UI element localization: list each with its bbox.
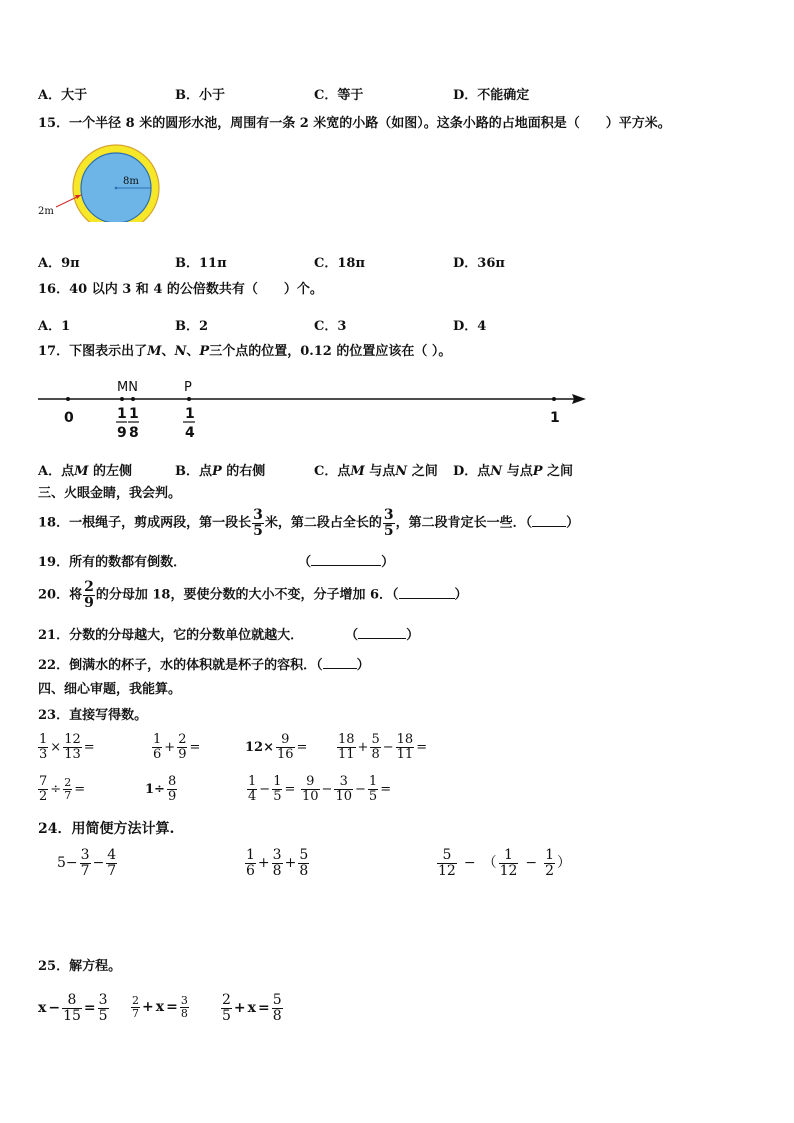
section3-title: 三、火眼金睛，我会判。 (38, 486, 182, 501)
q17-option-d[interactable]: D．点N 与点P 之间 (453, 464, 574, 479)
q19-text: 19．所有的数都有倒数． （ ） (38, 555, 395, 570)
width-label: 2m (38, 206, 54, 217)
point-p (187, 397, 191, 401)
q23-item-5: $\frac{7}{2}$ ÷ $\frac{2}{7}$ = (39, 774, 86, 804)
q15-option-b[interactable]: B．11π (175, 256, 227, 271)
q24-item-2: $\frac{1}{6}$ + $\frac{3}{8}$ + $\frac{5}{8}$ (246, 847, 309, 879)
q21-blank[interactable] (358, 626, 406, 639)
q17-option-a[interactable]: A．点M 的左侧 (38, 464, 133, 479)
q16-option-b[interactable]: B．2 (175, 319, 209, 334)
q25-item-3: $\frac{2}{5}$ + x = $\frac{5}{8}$ (222, 992, 282, 1024)
label-n-num: 1 (129, 406, 139, 422)
label-m-den: 9 (117, 425, 127, 441)
q18-blank[interactable] (532, 514, 566, 527)
q23-item-7: $\frac{1}{4}$ − $\frac{1}{5}$ = (248, 774, 296, 804)
point-1 (552, 397, 556, 401)
q22-text: 22．倒满水的杯子，水的体积就是杯子的容积．（ ） (38, 658, 370, 673)
q17-option-b[interactable]: B．点P 的右侧 (175, 464, 266, 479)
q23-item-1: $\frac{1}{3}$ × $\frac{12}{13}$ = (39, 732, 95, 762)
q15-option-d[interactable]: D．36π (453, 256, 505, 271)
label-p: P (184, 380, 192, 395)
point-n (131, 397, 135, 401)
q24-item-1: 5− $\frac{3}{7}$ − $\frac{4}{7}$ (57, 847, 117, 879)
q16-option-a[interactable]: A．1 (38, 319, 71, 334)
radius-label: 8m (123, 176, 139, 187)
label-p-den: 4 (185, 425, 195, 441)
section4-title: 四、细心审题，我能算。 (38, 682, 182, 697)
q20-blank[interactable] (399, 586, 455, 599)
number-line (36, 372, 596, 452)
label-n-den: 8 (129, 425, 139, 441)
q14-option-c[interactable]: C．等于 (314, 88, 364, 103)
q16-option-c[interactable]: C．3 (314, 319, 347, 334)
label-zero: 0 (64, 410, 74, 426)
q21-text: 21．分数的分母越大，它的分数单位就越大． （ ） (38, 628, 420, 643)
q14-option-a[interactable]: A．大于 (38, 88, 88, 103)
label-one: 1 (550, 410, 560, 426)
q25-item-2: $\frac{2}{7}$ + x = $\frac{3}{8}$ (132, 994, 188, 1020)
point-0 (66, 397, 70, 401)
q25-item-1: x − $\frac{8}{15}$ = $\frac{3}{5}$ (38, 992, 108, 1024)
q24-title: 24．用简便方法计算. (38, 821, 175, 837)
q17-text: 17．下图表示出了M、N、P三个点的位置，0.12 的位置应该在（ ）。 (38, 344, 452, 359)
q23-item-3: 12× $\frac{9}{16}$ = (245, 732, 308, 762)
q15-figure (36, 140, 166, 222)
label-p-num: 1 (185, 406, 195, 422)
q23-item-8: $\frac{9}{10}$ − $\frac{3}{10}$ − $\frac{1}{5}$ = (302, 774, 392, 804)
point-m (120, 397, 124, 401)
q18-text: 18．一根绳子，剪成两段，第一段长 $\frac{3}{5}$ 米，第二段占全长的 $\frac{3}{5}$ ，第二段肯定长一些．（ ） (38, 507, 580, 539)
q19-blank[interactable] (311, 553, 381, 566)
q15-option-a[interactable]: A．9π (38, 256, 80, 271)
q22-blank[interactable] (323, 656, 357, 669)
center-dot (115, 187, 118, 190)
label-m-num: 1 (117, 406, 127, 422)
q15-option-c[interactable]: C．18π (314, 256, 365, 271)
q25-title: 25．解方程。 (38, 959, 122, 974)
label-mn: MN (117, 380, 138, 395)
q14-option-b[interactable]: B．小于 (175, 88, 225, 103)
q15-text: 15．一个半径 8 米的圆形水池，周围有一条 2 米宽的小路（如图）。这条小路的占地面积是（ ）平方米。 (38, 116, 671, 131)
axis-arrowhead (572, 394, 586, 404)
q16-text: 16．40 以内 3 和 4 的公倍数共有（ ）个。 (38, 282, 323, 297)
q20-text: 20．将 $\frac{2}{9}$ 的分母加 18，要使分数的大小不变，分子增加 6．（ ） (38, 579, 468, 611)
q23-item-4: $\frac{18}{11}$ + $\frac{5}{8}$ − $\frac{18}{11}$ = (338, 732, 428, 762)
q23-item-2: $\frac{1}{6}$ + $\frac{2}{9}$ = (153, 732, 201, 762)
q16-option-d[interactable]: D．4 (453, 319, 487, 334)
q14-option-d[interactable]: D．不能确定 (453, 88, 530, 103)
q23-item-6: 1÷ $\frac{8}{9}$ (145, 774, 177, 804)
q24-item-3: $\frac{5}{12}$ − （ $\frac{1}{12}$ − $\frac{1}{2}$ ） (438, 847, 572, 879)
q17-option-c[interactable]: C．点M 与点N 之间 (314, 464, 438, 479)
q23-title: 23．直接写得数。 (38, 708, 148, 723)
